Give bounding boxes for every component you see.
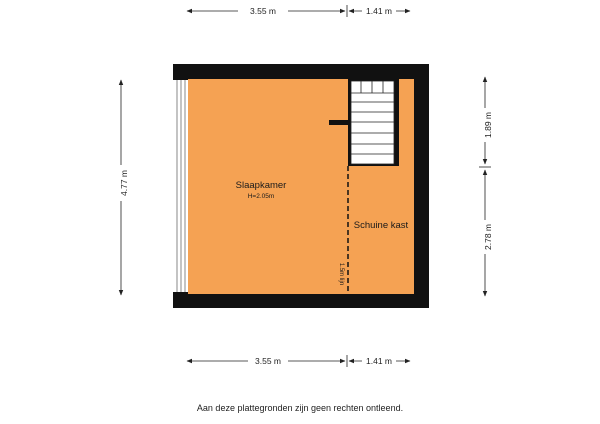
room-height-main: H=2.05m bbox=[247, 193, 275, 200]
room-label-closet: Schuine kast bbox=[353, 220, 409, 231]
interior-wall-stub bbox=[329, 120, 349, 125]
staircase bbox=[348, 79, 396, 166]
room-floor-strip bbox=[398, 79, 414, 166]
slope-label: 1.5m lijn bbox=[338, 262, 344, 286]
top-dimension-line bbox=[187, 4, 410, 18]
dim-bottom-left: 3.55 m bbox=[255, 356, 281, 366]
window-left bbox=[173, 80, 188, 292]
dim-top-right: 1.41 m bbox=[366, 6, 392, 16]
left-dimension-line bbox=[114, 80, 129, 295]
stair-wall-right bbox=[396, 79, 399, 166]
room-label-main: Slaapkamer bbox=[235, 180, 287, 191]
dim-top-left: 3.55 m bbox=[250, 6, 276, 16]
dim-right-lower: 2.78 m bbox=[483, 224, 493, 250]
dim-bottom-right: 1.41 m bbox=[366, 356, 392, 366]
dim-right-upper: 1.89 m bbox=[483, 112, 493, 138]
bottom-dimension-line bbox=[187, 354, 410, 368]
dim-left-total: 4.77 m bbox=[119, 170, 129, 196]
right-dimension-line bbox=[478, 77, 493, 296]
disclaimer-text: Aan deze plattegronden zijn geen rechten ontleend. bbox=[196, 403, 404, 413]
